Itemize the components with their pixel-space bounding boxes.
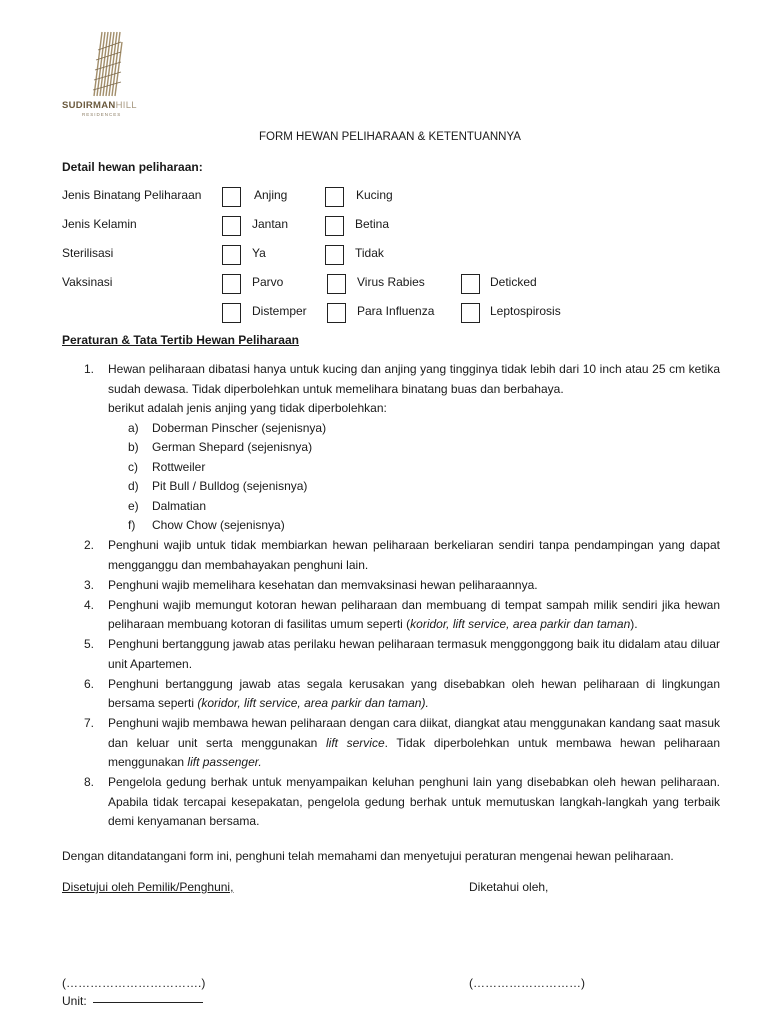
manager-signature-field[interactable]: (………………………) <box>469 976 585 990</box>
option-tidak: Tidak <box>355 246 384 260</box>
banned-dog-item <box>108 477 720 497</box>
logo-brand-b: HILL <box>115 100 137 111</box>
item-text: Doberman Pinscher (sejenisnya) <box>152 420 327 435</box>
checkbox-para-influenza[interactable] <box>327 303 346 323</box>
logo-stripes-icon <box>90 30 124 98</box>
banned-dog-list <box>108 419 720 536</box>
rule-text: Pengelola gedung berhak untuk menyampaikan keluhan penghuni lain yang disebabkan oleh hewan peliharaan. Apabila tidak tercapai kesepakatan, pengelola gedung berhak untuk memutuskan langkah-langkah yang terbaik demi kenyamanan bersama. <box>108 775 720 828</box>
rule-text: Penghuni bertanggung jawab atas segala kerusakan yang disebabkan oleh hewan peliharaan di lingkungan bersama seperti <box>108 676 720 710</box>
item-text: Dalmatian <box>152 498 207 513</box>
checkbox-anjing[interactable] <box>222 187 241 207</box>
rule-text-mid: . Tidak diperbolehkan untuk membawa hewan peliharaan menggunakan <box>108 735 720 769</box>
checkbox-tidak[interactable] <box>325 245 344 265</box>
rule-5 <box>84 635 720 674</box>
checkbox-virus-rabies[interactable] <box>327 274 346 294</box>
banned-dog-item <box>108 458 720 478</box>
rule-number: 6. <box>84 676 95 691</box>
option-jantan: Jantan <box>252 217 289 231</box>
rule-text-italic-end: lift passenger. <box>187 755 262 769</box>
field-label-vaksinasi: Vaksinasi <box>62 275 113 289</box>
rule-text: Penghuni wajib memelihara kesehatan dan memvaksinasi hewan peliharaannya. <box>108 577 538 592</box>
rule-number: 1. <box>84 362 95 376</box>
checkbox-distemper[interactable] <box>222 303 241 323</box>
checkbox-ya[interactable] <box>222 245 241 265</box>
rule-text: Penghuni wajib memungut kotoran hewan peliharaan dan membuang di tempat sampah milik sendiri jika hewan peliharaan membuang kotoran di fasilitas umum seperti ( <box>108 597 720 631</box>
item-letter: d) <box>128 479 139 493</box>
field-label-sterilisasi: Sterilisasi <box>62 246 114 260</box>
item-text: Rottweiler <box>152 459 206 474</box>
unit-input-line[interactable] <box>93 1002 203 1003</box>
logo-subtitle: RESIDENCES <box>82 112 122 117</box>
option-para-influenza: Para Influenza <box>357 304 435 318</box>
option-distemper: Distemper <box>252 304 307 318</box>
rule-6 <box>84 675 720 714</box>
banned-dog-item <box>108 438 720 458</box>
rule-8 <box>84 773 720 832</box>
rule-number: 5. <box>84 637 95 651</box>
logo-brand-a: SUDIRMAN <box>62 100 116 111</box>
owner-signature-field[interactable]: (…………………………….) <box>62 976 206 990</box>
item-letter: c) <box>128 459 138 474</box>
rule-text-italic: (koridor, lift service, area parkir dan taman). <box>197 696 429 710</box>
rule-number: 2. <box>84 538 95 552</box>
checkbox-deticked[interactable] <box>461 274 480 294</box>
field-label-jenis-binatang: Jenis Binatang Peliharaan <box>62 188 202 202</box>
rule-text-italic: koridor, lift service, area parkir dan taman <box>410 617 631 631</box>
rule-number: 8. <box>84 775 95 789</box>
checkbox-parvo[interactable] <box>222 274 241 294</box>
rules-heading: Peraturan & Tata Tertib Hewan Peliharaan <box>62 333 299 347</box>
item-text: Pit Bull / Bulldog (sejenisnya) <box>152 479 308 493</box>
rule-number: 7. <box>84 716 95 730</box>
logo-brand <box>62 100 148 111</box>
rule-text: Penghuni wajib membawa hewan peliharaan dengan cara diikat, diangkat atau menggunakan kandang saat masuk dan keluar unit serta menggunakan <box>108 716 720 750</box>
option-deticked: Deticked <box>490 275 537 289</box>
checkbox-leptospirosis[interactable] <box>461 303 480 323</box>
rule-2 <box>84 536 720 575</box>
rule-text: Penghuni bertanggung jawab atas perilaku hewan peliharaan termasuk menggonggong baik itu didalam atau diluar unit Apartemen. <box>108 637 720 671</box>
detail-heading: Detail hewan peliharaan: <box>62 160 203 174</box>
field-label-jenis-kelamin: Jenis Kelamin <box>62 217 137 231</box>
item-letter: e) <box>128 498 139 513</box>
unit-field <box>62 994 203 1008</box>
agreement-statement: Dengan ditandatangani form ini, penghuni telah memahami dan menyetujui peraturan mengenai hewan peliharaan. <box>62 849 674 863</box>
item-text: Chow Chow (sejenisnya) <box>152 518 285 532</box>
rule-sub-intro: berikut adalah jenis anjing yang tidak diperbolehkan: <box>108 401 387 415</box>
form-title: FORM HEWAN PELIHARAAN & KETENTUANNYA <box>259 131 521 143</box>
rule-4 <box>84 596 720 635</box>
option-betina: Betina <box>355 217 390 231</box>
option-parvo: Parvo <box>252 275 284 289</box>
banned-dog-item <box>108 516 720 536</box>
rule-number: 4. <box>84 597 95 612</box>
logo <box>62 30 148 120</box>
checkbox-jantan[interactable] <box>222 216 241 236</box>
option-ya: Ya <box>252 246 266 260</box>
checkbox-kucing[interactable] <box>325 187 344 207</box>
checkbox-betina[interactable] <box>325 216 344 236</box>
acknowledged-by-label: Diketahui oleh, <box>469 880 549 894</box>
banned-dog-item <box>108 497 720 517</box>
option-virus-rabies: Virus Rabies <box>357 275 425 289</box>
banned-dog-item <box>108 419 720 439</box>
rule-text-end: ). <box>630 617 638 631</box>
rule-1 <box>84 360 720 536</box>
rule-7 <box>84 714 720 773</box>
item-letter: f) <box>128 518 136 532</box>
rules-list <box>84 360 720 832</box>
item-text: German Shepard (sejenisnya) <box>152 440 313 454</box>
option-anjing: Anjing <box>254 188 288 202</box>
approved-by-label: Disetujui oleh Pemilik/Penghuni, <box>62 880 234 894</box>
rule-text-italic: lift service <box>325 735 385 750</box>
rule-text: Penghuni wajib untuk tidak membiarkan hewan peliharaan berkeliaran sendiri tanpa pendampingan yang dapat mengganggu dan membahayakan penghuni lain. <box>108 538 720 572</box>
rule-3 <box>84 576 720 596</box>
rule-number: 3. <box>84 577 95 592</box>
option-leptospirosis: Leptospirosis <box>490 304 561 318</box>
item-letter: b) <box>128 440 139 454</box>
option-kucing: Kucing <box>356 188 393 202</box>
unit-label: Unit: <box>62 994 87 1008</box>
item-letter: a) <box>128 420 139 435</box>
rule-text: Hewan peliharaan dibatasi hanya untuk kucing dan anjing yang tingginya tidak lebih dari 10 inch atau 25 cm ketika sudah dewasa. Tidak diperbolehkan untuk memelihara binatang buas dan berbahaya. <box>108 362 720 396</box>
